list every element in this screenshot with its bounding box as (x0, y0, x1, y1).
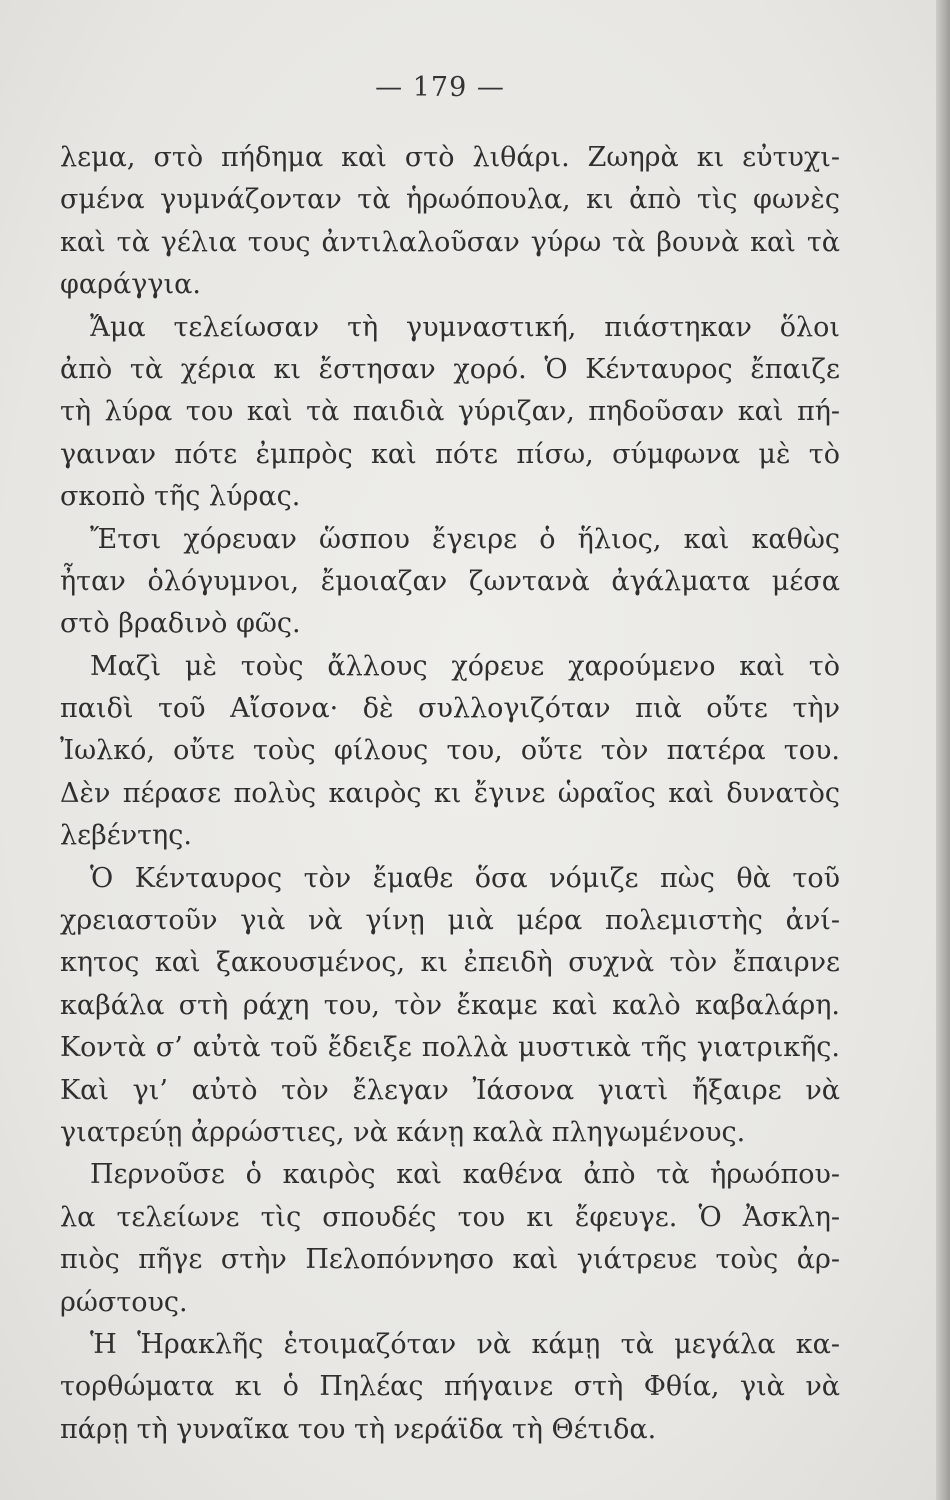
text-line: Ὁ Κένταυρος τὸν ἔμαθε ὅσα νόμιζε πὼς θὰ τοῦ (90, 862, 840, 894)
text-line: στὸ βραδινὸ φῶς. (60, 608, 301, 640)
text-line: φαράγγια. (60, 269, 201, 301)
text-line: Περνοῦσε ὁ καιρὸς καὶ καθένα ἀπὸ τὰ ἡρωόπου- (90, 1159, 840, 1191)
text-line: λα τελείωνε τὶς σπουδές του κι ἔφευγε. Ὁ Ἀσκλη- (60, 1201, 840, 1233)
text-line: χρειαστοῦν γιὰ νὰ γίνῃ μιὰ μέρα πολεμιστὴς ἀνί- (60, 905, 840, 937)
text-line: Μαζὶ μὲ τοὺς ἄλλους χόρευε χαρούμενο καὶ τὸ (90, 650, 840, 682)
text-line: καὶ τὰ γέλια τους ἀντιλαλοῦσαν γύρω τὰ βουνὰ καὶ τὰ (60, 226, 840, 258)
text-line: Ἄμα τελείωσαν τὴ γυμναστική, πιάστηκαν ὅλοι (90, 311, 840, 343)
text-line: γιατρεύῃ ἀρρώστιες, νὰ κάνῃ καλὰ πληγωμένους. (60, 1116, 746, 1148)
text-line: τορθώματα κι ὁ Πηλέας πήγαινε στὴ Φθία, γιὰ νὰ (60, 1371, 840, 1403)
text-line: Ἡ Ἡρακλῆς ἑτοιμαζόταν νὰ κάμῃ τὰ μεγάλα κα- (90, 1328, 840, 1360)
text-line: ἦταν ὁλόγυμνοι, ἔμοιαζαν ζωντανὰ ἀγάλματα μέσα (60, 565, 840, 597)
text-line: Κοντὰ σ’ αὐτὰ τοῦ ἔδειξε πολλὰ μυστικὰ τῆς γιατρικῆς. (60, 1032, 840, 1064)
text-line: Καὶ γι’ αὐτὸ τὸν ἔλεγαν Ἰάσονα γιατὶ ἤξαιρε νὰ (60, 1074, 840, 1106)
text-line: ρώστους. (60, 1286, 188, 1318)
text-line: ἀπὸ τὰ χέρια κι ἔστησαν χορό. Ὁ Κένταυρος ἔπαιζε (60, 353, 840, 385)
body-text (60, 137, 840, 1451)
text-line: σκοπὸ τῆς λύρας. (60, 481, 301, 513)
text-line: παιδὶ τοῦ Αἴσονα· δὲ συλλογιζόταν πιὰ οὔτε τὴν (60, 693, 840, 725)
text-line: καβάλα στὴ ράχη του, τὸν ἔκαμε καὶ καλὸ καβαλάρη. (60, 989, 840, 1021)
text-line: Ἔτσι χόρευαν ὥσπου ἔγειρε ὁ ἥλιος, καὶ καθὼς (90, 523, 840, 555)
text-line: λεμα, στὸ πήδημα καὶ στὸ λιθάρι. Ζωηρὰ κι εὐτυχι- (60, 142, 840, 173)
text-line: γαιναν πότε ἐμπρὸς καὶ πότε πίσω, σύμφωνα μὲ τὸ (60, 438, 840, 470)
page-gutter-shadow (936, 0, 950, 1500)
text-line: κητος καὶ ξακουσμένος, κι ἐπειδὴ συχνὰ τὸν ἔπαιρνε (60, 947, 840, 979)
text-line: πιὸς πῆγε στὴν Πελοπόννησο καὶ γιάτρευε τοὺς ἀρ- (60, 1244, 840, 1276)
page-number: — 179 — (375, 72, 505, 103)
text-line: τὴ λύρα του καὶ τὰ παιδιὰ γύριζαν, πηδοῦσαν καὶ πή- (60, 396, 840, 428)
text-line: σμένα γυμνάζονταν τὰ ἡρωόπουλα, κι ἀπὸ τὶς φωνὲς (60, 184, 840, 216)
text-line: Δὲν πέρασε πολὺς καιρὸς κι ἔγινε ὡραῖος καὶ δυνατὸς (60, 777, 840, 809)
text-line: Ἰωλκό, οὔτε τοὺς φίλους του, οὔτε τὸν πατέρα του. (60, 735, 840, 767)
text-line: πάρῃ τὴ γυναῖκα του τὴ νεράϊδα τὴ Θέτιδα. (60, 1413, 657, 1445)
text-line: λεβέντης. (60, 820, 192, 852)
